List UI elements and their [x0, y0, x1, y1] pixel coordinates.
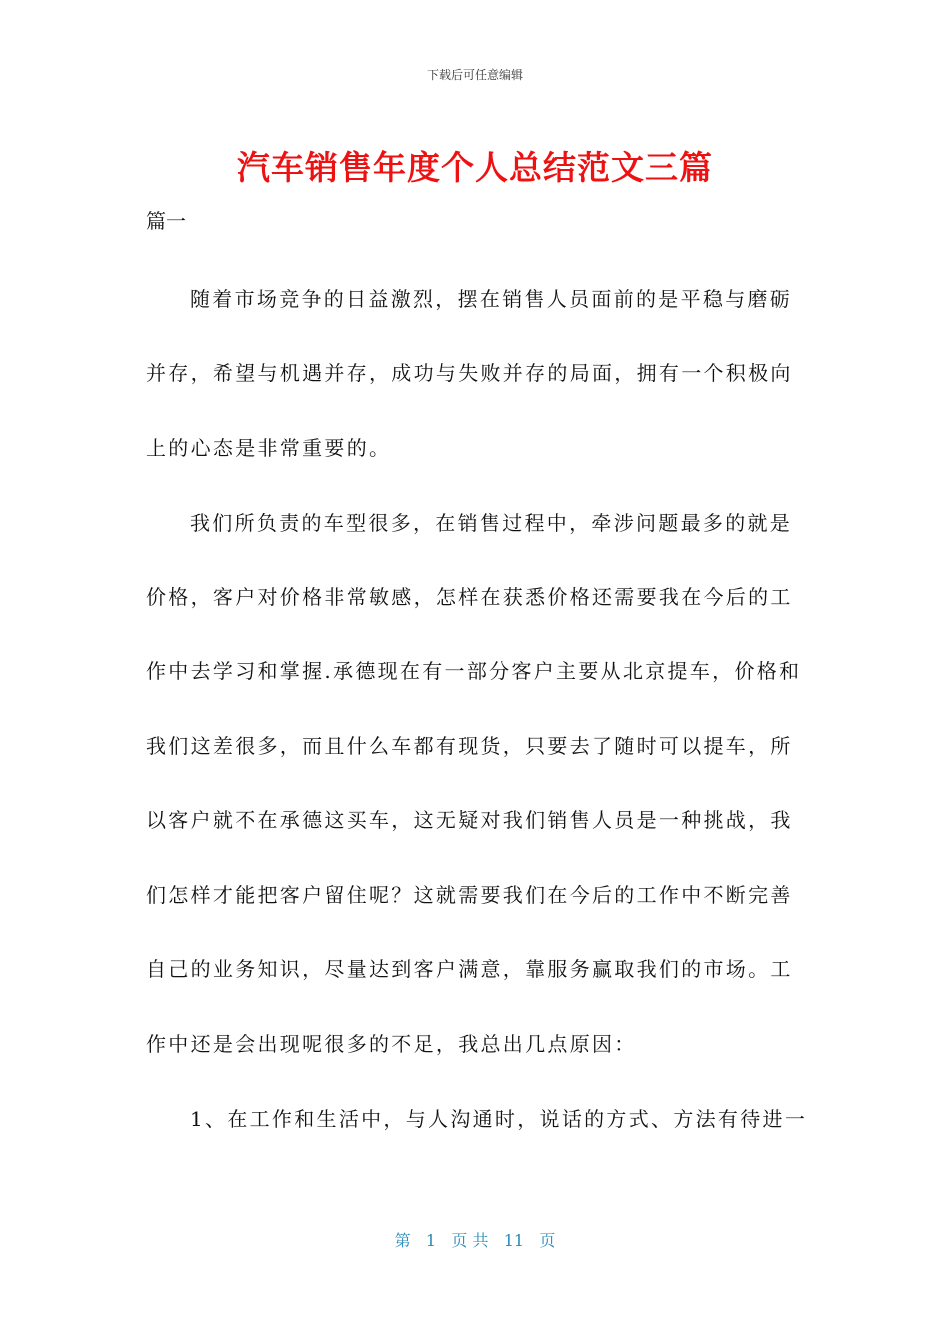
paragraph-line: 我们所负责的车型很多，在销售过程中，牵涉问题最多的就是 — [190, 511, 793, 535]
paragraph-line: 我们这差很多，而且什么车都有现货，只要去了随时可以提车，所 — [146, 734, 793, 758]
paragraph-line: 1、在工作和生活中，与人沟通时，说话的方式、方法有待进一 — [190, 1107, 808, 1131]
paragraph-line: 作中去学习和掌握.承德现在有一部分客户主要从北京提车，价格和 — [146, 659, 802, 683]
paragraph-line: 价格，客户对价格非常敏感，怎样在获悉价格还需要我在今后的工 — [146, 585, 793, 609]
paragraph-line: 随着市场竞争的日益激烈，摆在销售人员面前的是平稳与磨砺 — [190, 287, 793, 311]
paragraph-line: 上的心态是非常重要的。 — [146, 436, 392, 460]
paragraph-line: 以客户就不在承德这买车，这无疑对我们销售人员是一种挑战，我 — [146, 808, 793, 832]
paragraph-line: 自己的业务知识，尽量达到客户满意，靠服务赢取我们的市场。工 — [146, 957, 793, 981]
paragraph-line: 们怎样才能把客户留住呢？这就需要我们在今后的工作中不断完善 — [146, 883, 793, 907]
header-note: 下载后可任意编辑 — [426, 68, 523, 82]
paragraph-line: 作中还是会出现呢很多的不足，我总出几点原因： — [146, 1032, 637, 1056]
paragraph-line: 并存，希望与机遇并存，成功与失败并存的局面，拥有一个积极向 — [146, 361, 793, 385]
section-label: 篇一 — [146, 209, 186, 233]
page-number-footer: 第 1 页 共 11 页 — [394, 1231, 556, 1250]
document-title: 汽车销售年度个人总结范文三篇 — [237, 148, 713, 187]
